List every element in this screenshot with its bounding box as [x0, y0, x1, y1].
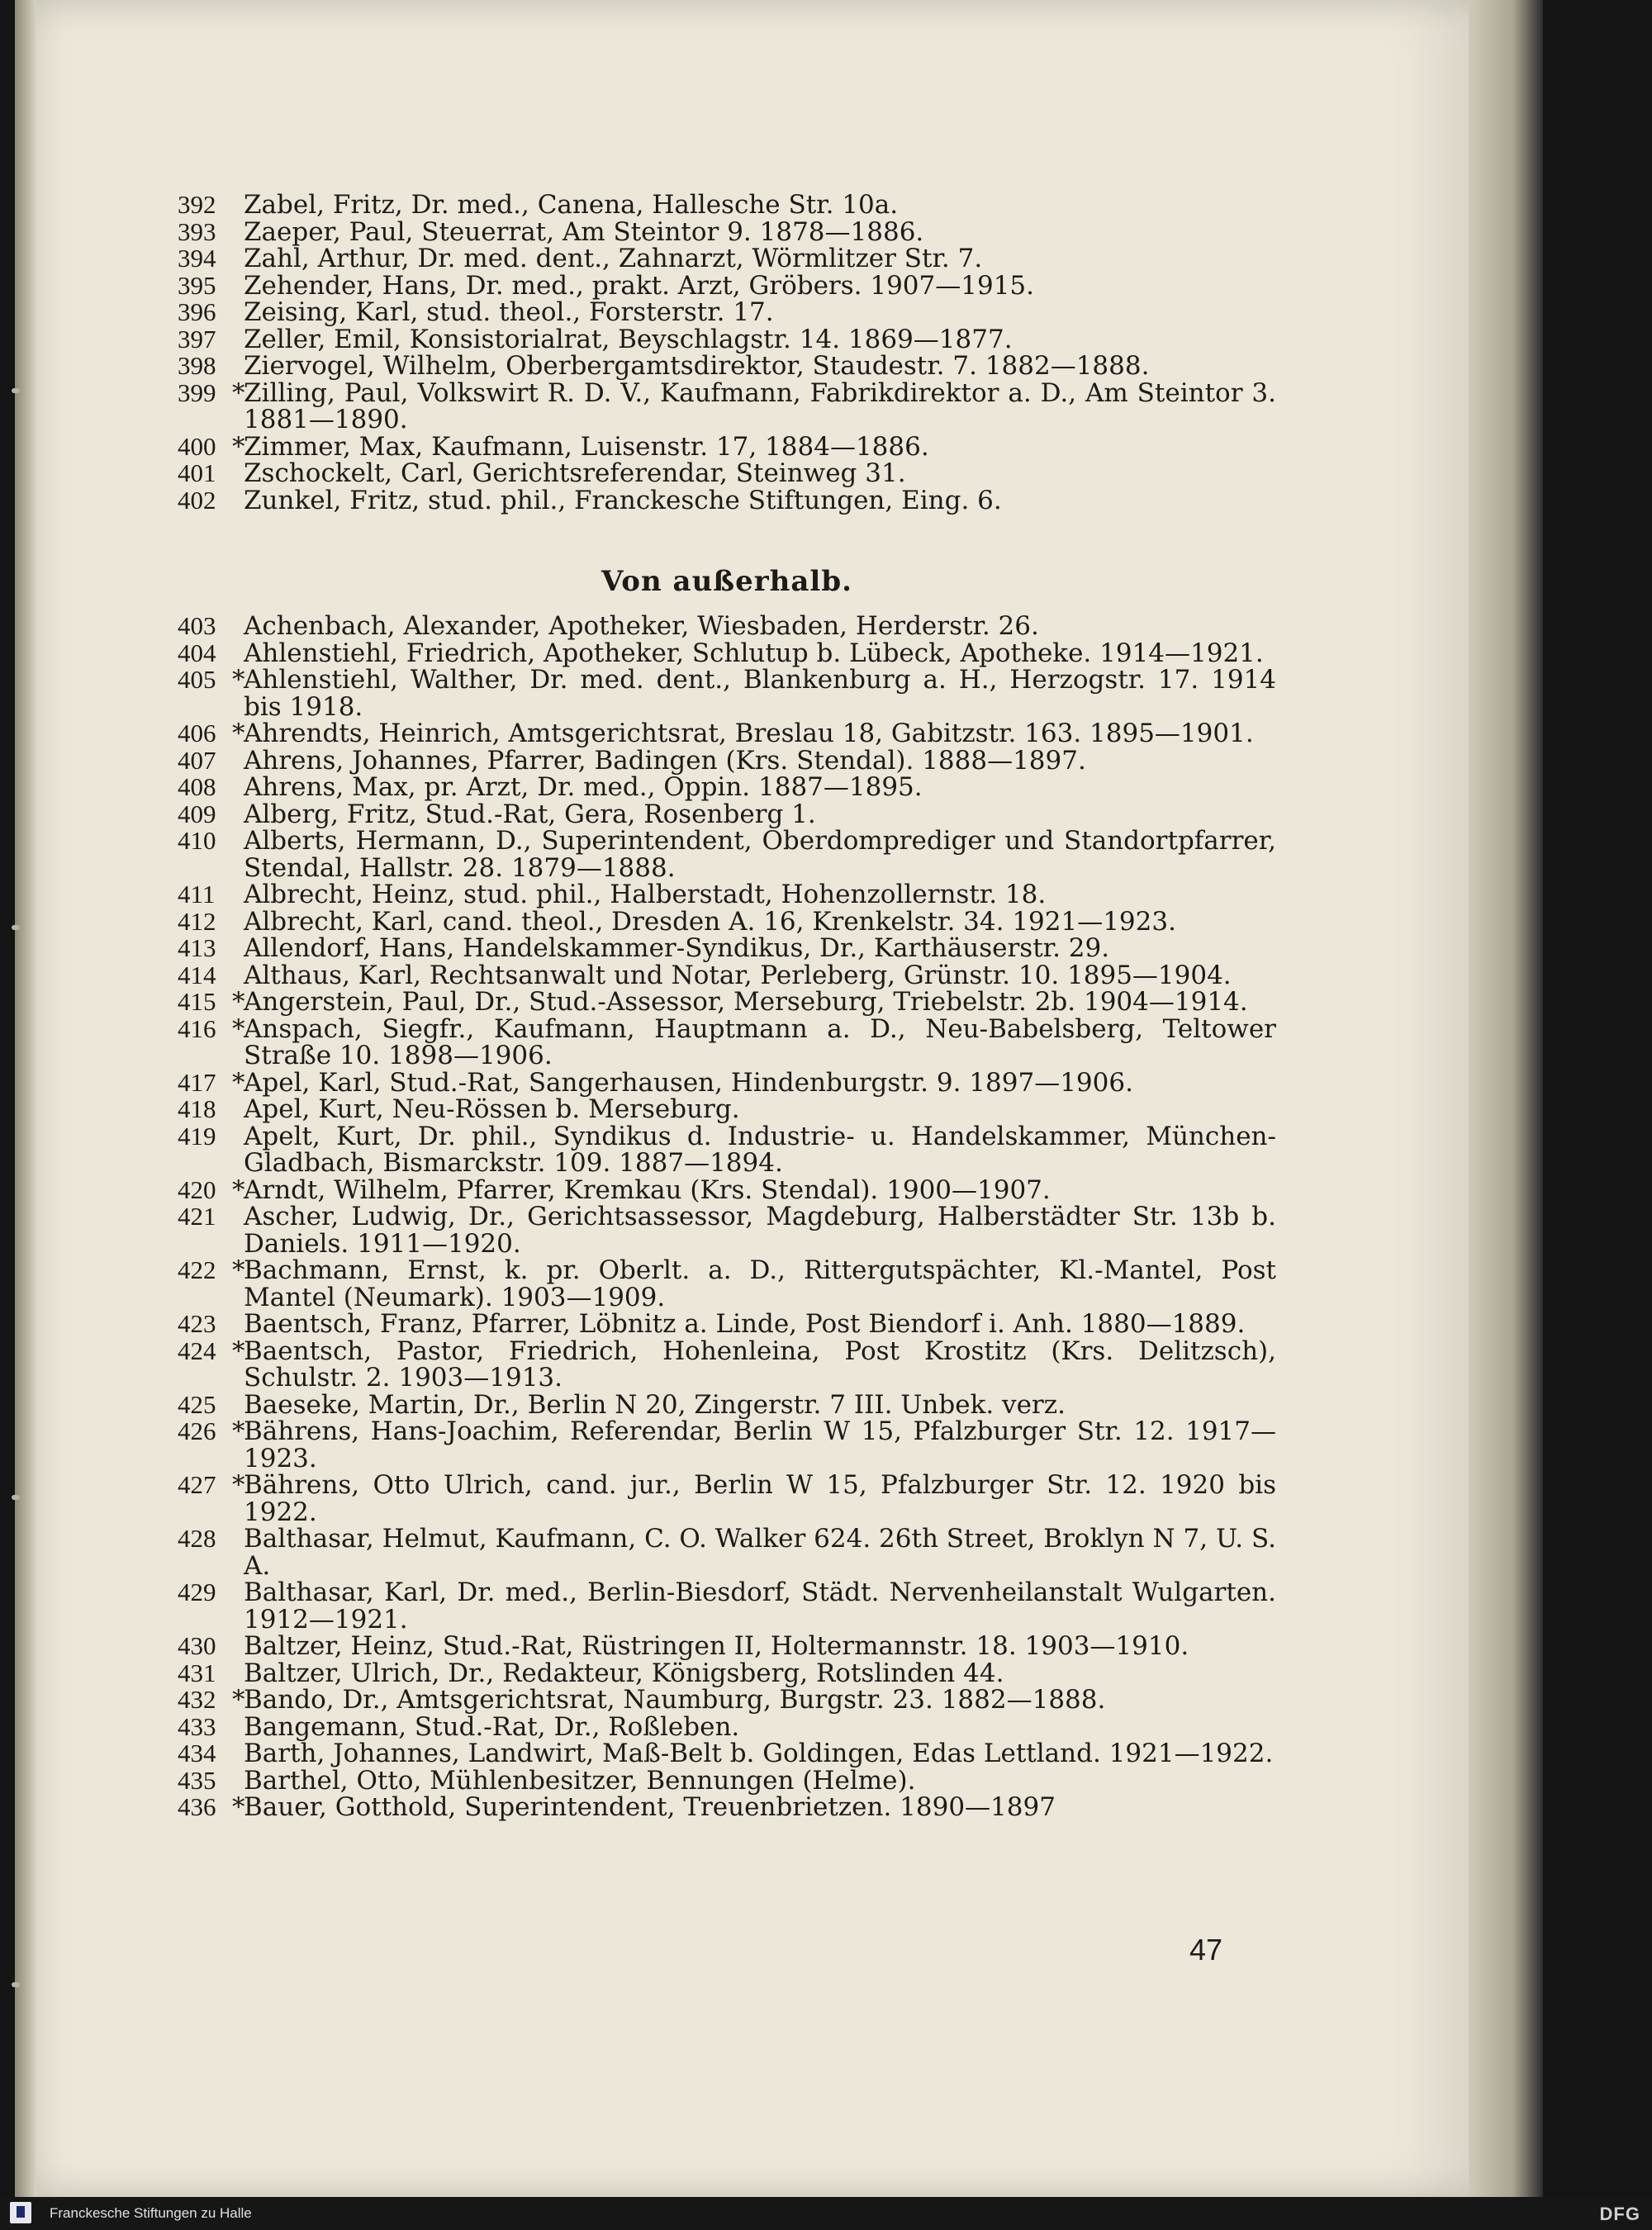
binding-stitch — [12, 925, 20, 930]
entry-text: Zabel, Fritz, Dr. med., Canena, Hallesche Str. 10a. — [244, 190, 899, 220]
list-item — [178, 192, 1276, 219]
entry-marker — [232, 1392, 244, 1419]
entry-number: 425 — [178, 1389, 216, 1419]
entry-marker: * — [232, 1013, 245, 1044]
entry-text: Zaeper, Paul, Steuerrat, Am Steintor 9. 1878—1886. — [244, 216, 924, 247]
entry-text: Ascher, Ludwig, Dr., Gerichtsassessor, Magdeburg, Halberstädter Str. 13b b. Daniels. 1911—1920. — [244, 1202, 1276, 1259]
entry-number: 435 — [178, 1765, 216, 1795]
footer-bar — [0, 2197, 1652, 2230]
entry-marker — [232, 326, 244, 353]
list-item — [178, 613, 1276, 640]
entry-marker: * — [232, 1174, 245, 1205]
list-item — [178, 1660, 1276, 1687]
entry-marker — [232, 1096, 244, 1123]
entry-marker — [232, 962, 244, 989]
entry-number: 398 — [178, 351, 216, 380]
page-number: 47 — [1189, 1933, 1223, 1967]
entry-number: 430 — [178, 1631, 216, 1660]
entry-text: Balthasar, Helmut, Kaufmann, C. O. Walker 624. 26th Street, Broklyn N 7, U. S. A. — [244, 1524, 1276, 1581]
list-item — [178, 1013, 1276, 1070]
entry-text: Zunkel, Fritz, stud. phil., Franckesche Stiftungen, Eing. 6. — [244, 485, 1002, 515]
entry-marker — [232, 1123, 244, 1177]
entry-marker — [232, 613, 244, 640]
entry-marker — [232, 460, 244, 487]
entry-marker — [232, 1740, 244, 1767]
list-item — [178, 299, 1276, 326]
entry-marker: * — [232, 1416, 245, 1446]
entry-text: Baentsch, Pastor, Friedrich, Hohenleina, Post Krostitz (Krs. Delitzsch), Schulstr. 2. 1903—1913. — [244, 1336, 1276, 1393]
entry-marker — [232, 1311, 244, 1338]
institution-logo-icon — [10, 2202, 31, 2223]
list-item — [178, 353, 1276, 380]
entry-number: 393 — [178, 216, 216, 246]
list-item — [178, 1525, 1276, 1579]
entry-number: 395 — [178, 270, 216, 300]
section-heading: Von außerhalb. — [601, 565, 852, 598]
entry-number: 415 — [178, 987, 216, 1016]
entry-number: 410 — [178, 826, 216, 855]
entry-number: 392 — [178, 190, 216, 219]
entry-number: 414 — [178, 960, 216, 989]
entry-text: Barth, Johannes, Landwirt, Maß-Belt b. Goldingen, Edas Lettland. 1921—1922. — [244, 1739, 1274, 1768]
list-item — [178, 216, 1276, 247]
entry-text: Baeseke, Martin, Dr., Berlin N 20, Zingerstr. 7 III. Unbek. verz. — [244, 1389, 1066, 1420]
directory-listing — [178, 192, 1276, 1821]
entry-marker — [232, 828, 244, 881]
list-item — [178, 1767, 1276, 1795]
entry-number: 431 — [178, 1658, 216, 1687]
entry-marker — [232, 935, 244, 962]
entry-number: 400 — [178, 431, 216, 461]
entry-number: 432 — [178, 1685, 216, 1714]
list-item — [178, 431, 1276, 462]
entry-number: 434 — [178, 1739, 216, 1767]
entry-marker — [232, 1525, 244, 1579]
list-item — [178, 935, 1276, 962]
list-item — [178, 245, 1276, 273]
entry-marker — [232, 219, 244, 246]
entry-marker: * — [232, 719, 245, 748]
entry-marker — [232, 1714, 244, 1741]
entry-number: 423 — [178, 1309, 216, 1338]
entry-number: 413 — [178, 933, 216, 962]
list-item — [178, 1257, 1276, 1311]
entry-number: 419 — [178, 1121, 216, 1151]
entry-marker: * — [232, 1067, 245, 1098]
list-item — [178, 828, 1276, 881]
entry-marker — [232, 909, 244, 936]
list-item — [178, 1123, 1276, 1177]
entry-marker: * — [232, 1792, 245, 1822]
entry-number: 424 — [178, 1336, 216, 1365]
entry-marker: * — [232, 377, 245, 408]
entry-marker: * — [232, 665, 245, 695]
entry-number: 412 — [178, 906, 216, 936]
dfg-logo: DFG — [1599, 2204, 1640, 2224]
entry-text: Bährens, Hans-Joachim, Referendar, Berlin W 15, Pfalzburger Str. 12. 1917—1923. — [244, 1416, 1276, 1473]
entry-number: 420 — [178, 1174, 216, 1204]
list-item — [178, 270, 1276, 301]
list-item — [178, 774, 1276, 801]
entry-text: Apelt, Kurt, Dr. phil., Syndikus d. Industrie- u. Handelskammer, München-Gladbach, Bismarckstr. 109. 1887—1894. — [244, 1121, 1276, 1178]
entry-number: 394 — [178, 244, 216, 273]
entry-number: 418 — [178, 1094, 216, 1123]
entry-text: Zahl, Arthur, Dr. med. dent., Zahnarzt, Wörmlitzer Str. 7. — [244, 244, 983, 273]
entry-number: 426 — [178, 1416, 216, 1445]
list-item — [178, 720, 1276, 747]
list-item — [178, 747, 1276, 775]
entry-text: Alberts, Hermann, D., Superintendent, Oberdomprediger und Standortpfarrer, Stendal, Hallstr. 28. 1879—1888. — [244, 826, 1276, 883]
institution-name: Franckesche Stiftungen zu Halle — [50, 2205, 252, 2221]
entry-number: 402 — [178, 485, 216, 515]
entry-text: Zeising, Karl, stud. theol., Forsterstr. 17. — [244, 297, 774, 327]
list-item — [178, 1579, 1276, 1633]
list-item — [178, 460, 1276, 487]
entry-number: 407 — [178, 745, 216, 775]
entry-number: 416 — [178, 1013, 216, 1043]
entry-marker — [232, 192, 244, 219]
list-item — [178, 1633, 1276, 1660]
list-item — [178, 1203, 1276, 1257]
entry-text: Achenbach, Alexander, Apotheker, Wiesbaden, Herderstr. 26. — [244, 611, 1039, 641]
list-item — [178, 1740, 1276, 1767]
list-item — [178, 640, 1276, 667]
list-item — [178, 377, 1276, 434]
list-item — [178, 881, 1276, 909]
entry-text: Allendorf, Hans, Handelskammer-Syndikus, Dr., Karthäuserstr. 29. — [244, 933, 1110, 963]
entry-text: Ahrendts, Heinrich, Amtsgerichtsrat, Breslau 18, Gabitzstr. 163. 1895—1901. — [244, 719, 1254, 748]
entry-marker: * — [232, 1685, 245, 1715]
list-item — [178, 1472, 1276, 1525]
entry-marker: * — [232, 1336, 245, 1366]
entry-marker — [232, 1203, 244, 1257]
entry-number: 427 — [178, 1470, 216, 1499]
list-item — [178, 1096, 1276, 1123]
list-item — [178, 326, 1276, 353]
entry-marker: * — [232, 1470, 245, 1500]
entry-text: Bangemann, Stud.-Rat, Dr., Roßleben. — [244, 1711, 740, 1742]
list-item — [178, 1711, 1276, 1742]
entry-number: 421 — [178, 1202, 216, 1231]
page-gutter — [15, 0, 36, 2197]
entry-text: Arndt, Wilhelm, Pfarrer, Kremkau (Krs. Stendal). 1900—1907. — [244, 1174, 1051, 1205]
entry-text: Bauer, Gotthold, Superintendent, Treuenbrietzen. 1890—1897 — [244, 1792, 1056, 1822]
list-item — [178, 1174, 1276, 1205]
entry-marker — [232, 881, 244, 909]
entry-number: 408 — [178, 772, 216, 801]
list-item — [178, 1311, 1276, 1338]
entry-text: Albrecht, Heinz, stud. phil., Halberstadt, Hohenzollernstr. 18. — [244, 880, 1047, 909]
list-item — [178, 1687, 1276, 1714]
entry-text: Bachmann, Ernst, k. pr. Oberlt. a. D., Rittergutspächter, Kl.-Mantel, Post Mantel (Neumark). 1903—1909. — [244, 1255, 1276, 1312]
entry-number: 397 — [178, 324, 216, 353]
list-item — [178, 487, 1276, 515]
entries-local — [178, 192, 1276, 514]
entry-text: Althaus, Karl, Rechtsanwalt und Notar, Perleberg, Grünstr. 10. 1895—1904. — [244, 960, 1232, 990]
entry-number: 401 — [178, 458, 216, 487]
entry-text: Zeller, Emil, Konsistorialrat, Beyschlagstr. 14. 1869—1877. — [244, 324, 1013, 354]
entry-text: Baltzer, Ulrich, Dr., Redakteur, Königsberg, Rotslinden 44. — [244, 1658, 1004, 1688]
binding-stitch — [12, 1982, 20, 1987]
entry-text: Anspach, Siegfr., Kaufmann, Hauptmann a. D., Neu-Babelsberg, Teltower Straße 10. 1898—1906. — [244, 1013, 1276, 1070]
entry-text: Baentsch, Franz, Pfarrer, Löbnitz a. Linde, Post Biendorf i. Anh. 1880—1889. — [244, 1309, 1246, 1339]
entry-number: 405 — [178, 665, 216, 694]
entry-text: Alberg, Fritz, Stud.-Rat, Gera, Rosenberg 1. — [244, 799, 816, 829]
entry-number: 429 — [178, 1578, 216, 1606]
entry-marker — [232, 273, 244, 300]
entry-marker: * — [232, 1255, 245, 1285]
entry-number: 417 — [178, 1067, 216, 1097]
entry-number: 403 — [178, 611, 216, 640]
entry-marker — [232, 1633, 244, 1660]
list-item — [178, 1389, 1276, 1420]
entry-marker — [232, 1767, 244, 1795]
entry-text: Barthel, Otto, Mühlenbesitzer, Bennungen (Helme). — [244, 1765, 916, 1796]
entry-text: Albrecht, Karl, cand. theol., Dresden A. 16, Krenkelstr. 34. 1921—1923. — [244, 906, 1176, 937]
list-item — [178, 801, 1276, 828]
entry-number: 399 — [178, 377, 216, 407]
entry-marker: * — [232, 431, 245, 462]
entry-marker — [232, 640, 244, 667]
binding-stitch — [12, 1495, 20, 1500]
list-item — [178, 962, 1276, 989]
list-item — [178, 1067, 1276, 1098]
binding-stitch — [12, 388, 20, 393]
list-item — [178, 667, 1276, 720]
entry-marker — [232, 801, 244, 828]
list-item — [178, 1794, 1276, 1821]
entry-text: Zehender, Hans, Dr. med., prakt. Arzt, Gröbers. 1907—1915. — [244, 270, 1035, 301]
entry-text: Apel, Kurt, Neu-Rössen b. Merseburg. — [244, 1094, 740, 1124]
entry-text: Zimmer, Max, Kaufmann, Luisenstr. 17, 1884—1886. — [244, 431, 929, 462]
entry-number: 409 — [178, 799, 216, 828]
entry-marker — [232, 774, 244, 801]
entry-text: Ahrens, Johannes, Pfarrer, Badingen (Krs. Stendal). 1888—1897. — [244, 745, 1086, 776]
entry-number: 406 — [178, 719, 216, 747]
list-item — [178, 989, 1276, 1016]
entry-marker — [232, 747, 244, 775]
entry-number: 396 — [178, 297, 216, 326]
entry-text: Balthasar, Karl, Dr. med., Berlin-Biesdorf, Städt. Nervenheilanstalt Wulgarten. 1912—1921. — [244, 1578, 1276, 1635]
entry-marker — [232, 353, 244, 380]
entry-text: Apel, Karl, Stud.-Rat, Sangerhausen, Hindenburgstr. 9. 1897—1906. — [244, 1067, 1133, 1098]
list-item — [178, 1418, 1276, 1472]
entry-text: Zschockelt, Carl, Gerichtsreferendar, Steinweg 31. — [244, 458, 906, 488]
entries-external — [178, 613, 1276, 1821]
list-item — [178, 1338, 1276, 1392]
entry-marker — [232, 245, 244, 273]
entry-text: Ziervogel, Wilhelm, Oberbergamtsdirektor, Staudestr. 7. 1882—1888. — [244, 351, 1150, 381]
entry-number: 404 — [178, 638, 216, 667]
page-edge-stack — [1469, 0, 1543, 2197]
entry-number: 422 — [178, 1255, 216, 1284]
entry-text: Baltzer, Heinz, Stud.-Rat, Rüstringen II, Holtermannstr. 18. 1903—1910. — [244, 1631, 1189, 1661]
entry-number: 411 — [178, 880, 216, 909]
entry-text: Angerstein, Paul, Dr., Stud.-Assessor, Merseburg, Triebelstr. 2b. 1904—1914. — [244, 987, 1248, 1017]
entry-number: 433 — [178, 1711, 216, 1741]
entry-text: Bando, Dr., Amtsgerichtsrat, Naumburg, Burgstr. 23. 1882—1888. — [244, 1685, 1106, 1715]
entry-number: 436 — [178, 1792, 216, 1821]
entry-number: 428 — [178, 1524, 216, 1553]
entry-marker — [232, 1660, 244, 1687]
entry-text: Zilling, Paul, Volkswirt R. D. V., Kaufmann, Fabrikdirektor a. D., Am Steintor 3. 1881—1890. — [244, 377, 1276, 434]
entry-marker — [232, 1579, 244, 1633]
entry-text: Ahrens, Max, pr. Arzt, Dr. med., Oppin. 1887—1895. — [244, 772, 923, 802]
entry-marker: * — [232, 987, 245, 1017]
entry-marker — [232, 487, 244, 515]
list-item — [178, 906, 1276, 937]
entry-text: Ahlenstiehl, Friedrich, Apotheker, Schlutup b. Lübeck, Apotheke. 1914—1921. — [244, 638, 1264, 668]
entry-text: Bährens, Otto Ulrich, cand. jur., Berlin W 15, Pfalzburger Str. 12. 1920 bis 1922. — [244, 1470, 1276, 1527]
entry-text: Ahlenstiehl, Walther, Dr. med. dent., Blankenburg a. H., Herzogstr. 17. 1914 bis 1918. — [244, 665, 1276, 722]
entry-marker — [232, 299, 244, 326]
